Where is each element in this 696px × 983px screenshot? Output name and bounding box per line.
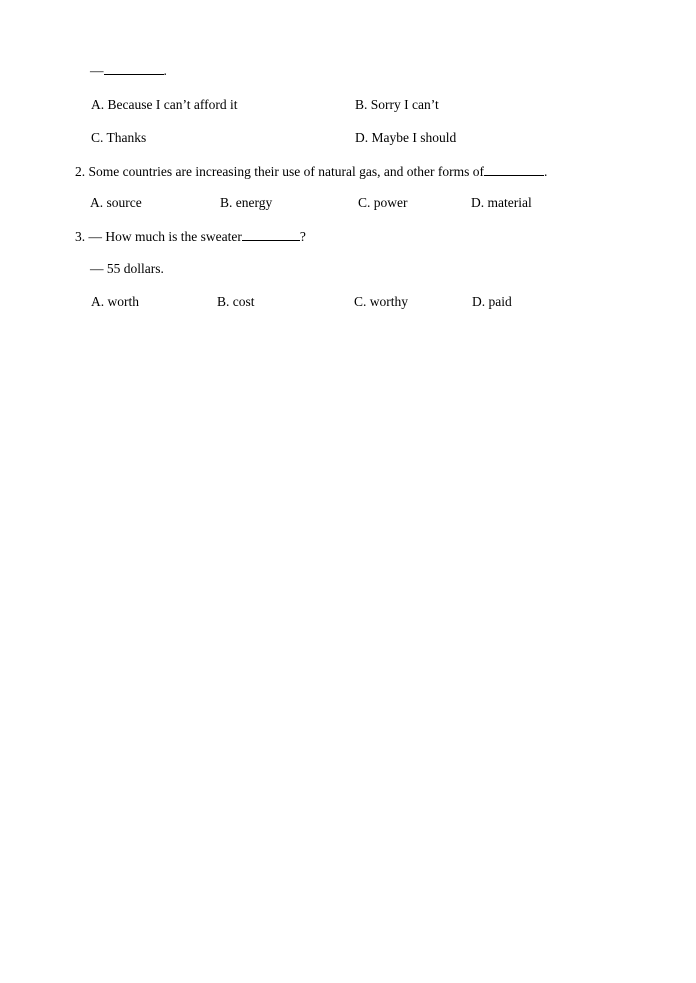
q2-option-d: D. material xyxy=(471,195,532,210)
q3-stem-end: ? xyxy=(299,229,306,244)
q1-option-d: D. Maybe I should xyxy=(355,130,457,145)
q2-option-b: B. energy xyxy=(220,195,273,210)
q2-answer-blank xyxy=(484,163,544,176)
q1-option-b: B. Sorry I can’t xyxy=(355,97,439,112)
q1-option-a: A. Because I can’t afford it xyxy=(91,97,238,112)
q3-reply: — 55 dollars. xyxy=(90,261,164,276)
q3-stem xyxy=(75,228,306,245)
q1-response-line xyxy=(90,62,167,79)
q1-response-end: . xyxy=(163,63,167,78)
q2-option-a: A. source xyxy=(90,195,142,210)
q2-stem xyxy=(75,163,547,180)
q3-answer-blank xyxy=(242,228,300,241)
q1-answer-blank xyxy=(104,62,164,75)
q3-option-d: D. paid xyxy=(472,294,512,309)
q3-option-c: C. worthy xyxy=(354,294,408,309)
q2-stem-end: . xyxy=(544,164,548,179)
q2-stem-text: 2. Some countries are increasing their use of natural gas, and other forms of xyxy=(75,164,484,179)
q3-stem-text: 3. — How much is the sweater xyxy=(75,229,242,244)
q3-option-b: B. cost xyxy=(217,294,255,309)
q2-option-c: C. power xyxy=(358,195,408,210)
q1-option-c: C. Thanks xyxy=(91,130,147,145)
q1-response-dash: — xyxy=(90,63,104,78)
q3-option-a: A. worth xyxy=(91,294,139,309)
